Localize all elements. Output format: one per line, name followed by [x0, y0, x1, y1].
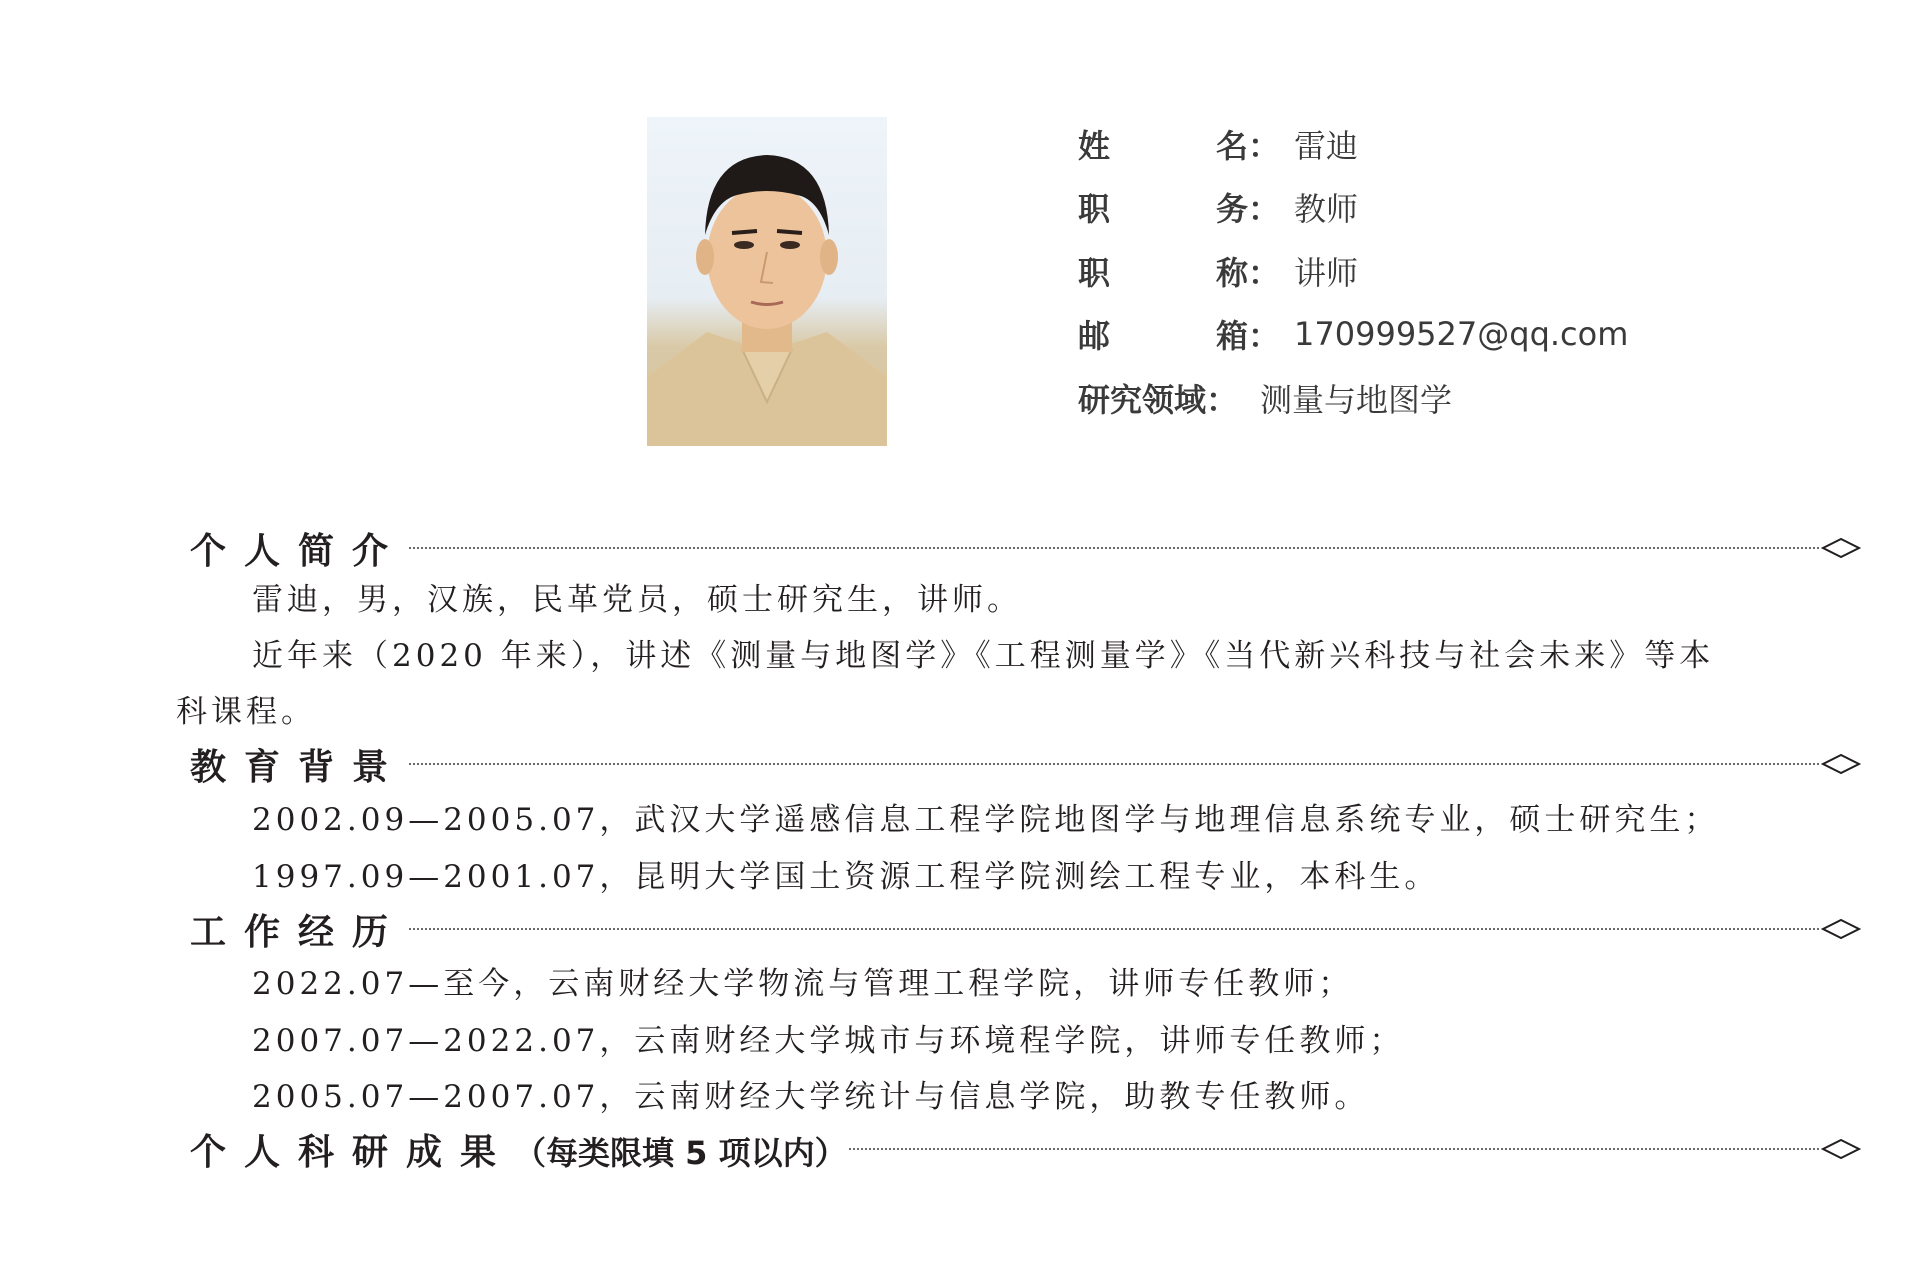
info-row-name: [1078, 112, 1628, 176]
info-row-research: [1078, 366, 1628, 430]
dotted-divider: [392, 928, 1819, 930]
section-title-education: 教育背景: [190, 739, 408, 790]
dotted-divider: [833, 1148, 1819, 1150]
section-header-education: [190, 742, 1861, 786]
work-line: 2007.07—2022.07，云南财经大学城市与环境程学院，讲师专任教师；: [252, 1023, 1405, 1059]
education-line: 2002.09—2005.07，武汉大学遥感信息工程学院地图学与地理信息系统专业，硕士研究生；: [252, 802, 1720, 838]
info-label-title: [1078, 248, 1248, 294]
work-line: 2022.07—至今，云南财经大学物流与管理工程学院，讲师专任教师；: [252, 966, 1354, 1002]
info-row-email: [1078, 303, 1628, 367]
label-char: 姓: [1078, 126, 1111, 165]
label-char: 箱: [1215, 317, 1248, 356]
diamond-icon: [1821, 750, 1861, 778]
info-row-position: [1078, 176, 1628, 240]
info-label-email: [1078, 311, 1248, 357]
info-label-position: [1078, 184, 1248, 230]
info-value-title: 讲师: [1294, 253, 1359, 292]
info-value-research: 测量与地图学: [1260, 380, 1453, 419]
diamond-icon: [1821, 534, 1861, 562]
colon: ：: [1206, 380, 1239, 419]
intro-line: 雷迪，男，汉族，民革党员，硕士研究生，讲师。: [252, 582, 1022, 618]
info-label-name: [1078, 121, 1248, 167]
profile-info: [1078, 112, 1628, 430]
research-title-text: 个人科研成果: [190, 1131, 515, 1173]
section-header-work: [190, 907, 1861, 951]
label-char: 邮: [1078, 317, 1111, 356]
colon: ：: [1248, 317, 1281, 356]
dotted-divider: [392, 547, 1819, 549]
info-row-title: [1078, 239, 1628, 303]
label-char: 职: [1078, 190, 1111, 229]
diamond-icon: [1821, 915, 1861, 943]
intro-line: 科课程。: [176, 694, 316, 730]
diamond-icon: [1821, 1135, 1861, 1163]
section-header-intro: [190, 526, 1861, 570]
section-title-work: 工作经历: [190, 904, 408, 955]
label-char: 称: [1215, 253, 1248, 292]
info-value-name: 雷迪: [1294, 126, 1359, 165]
portrait-photo: [647, 117, 887, 446]
work-line: 2005.07—2007.07，云南财经大学统计与信息学院，助教专任教师。: [252, 1079, 1370, 1115]
colon: ：: [1248, 253, 1281, 292]
label-char: 职: [1078, 253, 1111, 292]
colon: ：: [1248, 126, 1281, 165]
dotted-divider: [392, 763, 1819, 765]
section-title-intro: 个人简介: [190, 523, 408, 574]
info-label-research: 研究领域: [1078, 380, 1207, 419]
info-value-position: 教师: [1294, 190, 1359, 229]
research-subtitle: （每类限填 5 项以内）: [514, 1133, 847, 1172]
label-char: 务: [1215, 190, 1248, 229]
info-value-email[interactable]: 170999527@qq.com: [1294, 315, 1629, 354]
section-title-research: [190, 1124, 849, 1175]
section-header-research: [190, 1127, 1861, 1171]
colon: ：: [1248, 190, 1281, 229]
intro-line: 近年来（2020 年来），讲述《测量与地图学》《工程测量学》《当代新兴科技与社会未来》等本: [252, 638, 1715, 674]
label-char: 名: [1215, 126, 1248, 165]
education-line: 1997.09—2001.07，昆明大学国土资源工程学院测绘工程专业，本科生。: [252, 859, 1440, 895]
